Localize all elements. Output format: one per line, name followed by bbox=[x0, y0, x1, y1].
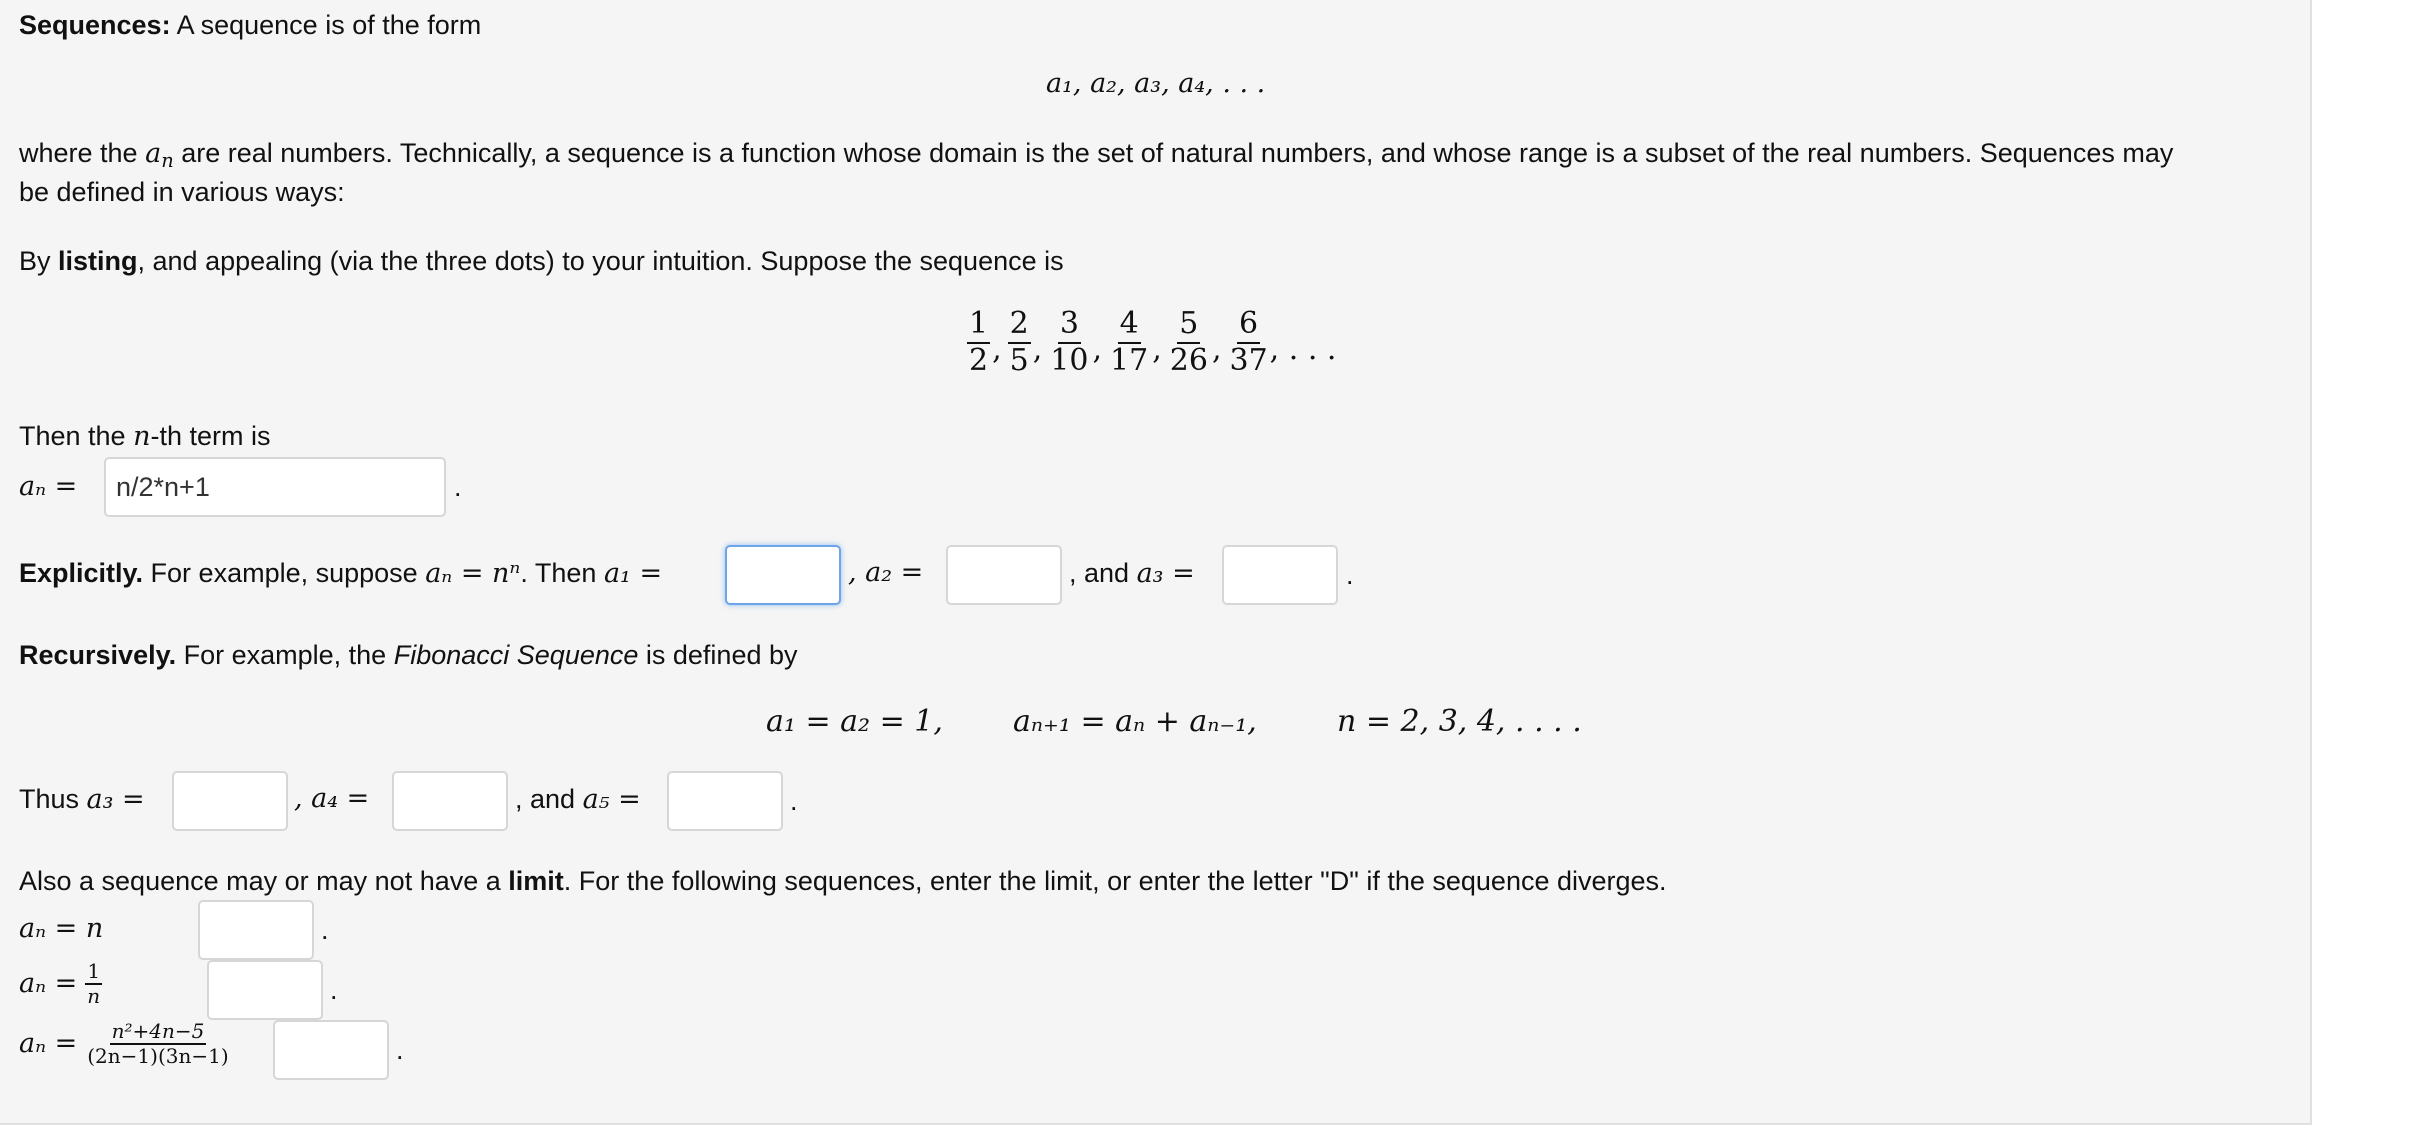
intro-text: A sequence is of the form bbox=[170, 10, 482, 40]
comma: , bbox=[1092, 332, 1103, 367]
limit-seq-3-fraction bbox=[85, 1020, 230, 1068]
where-line bbox=[19, 134, 2173, 173]
recursive-a3-input[interactable] bbox=[172, 771, 288, 831]
sequence-form: a₁, a₂, a₃, a₄, . . . bbox=[1046, 68, 1266, 99]
fraction-numerator: 6 bbox=[1237, 307, 1260, 344]
fraction-numerator: 1 bbox=[967, 307, 990, 344]
sequence-fraction bbox=[1168, 307, 1210, 378]
recursive-a4-input[interactable] bbox=[392, 771, 508, 831]
nth-text-2: -th term is bbox=[150, 421, 271, 451]
recursive-eq-3: n = 2, 3, 4, . . . . bbox=[1337, 704, 1582, 739]
limits-line bbox=[19, 862, 1667, 900]
period: . bbox=[330, 975, 338, 1005]
fibonacci-term: Fibonacci Sequence bbox=[393, 640, 639, 670]
where-text-2: are real numbers. Technically, a sequence is a function whose domain is the set of natural numbers, and whose range is a subset of the real numbers. Sequences may bbox=[173, 138, 2174, 168]
limits-text-2: . For the following sequences, enter the limit, or enter the letter "D" if the sequence diverges. bbox=[563, 866, 1667, 896]
limit-seq-2-fraction bbox=[85, 960, 102, 1008]
fraction-denominator: 37 bbox=[1229, 342, 1268, 378]
explicit-formula: aₙ = nⁿ bbox=[425, 558, 521, 589]
limit-seq-3 bbox=[19, 1020, 231, 1068]
sequence-fraction bbox=[1227, 307, 1269, 378]
limit-3-input[interactable] bbox=[273, 1020, 389, 1080]
listing-by: By bbox=[19, 246, 59, 276]
thus-line bbox=[19, 780, 145, 819]
comma: , bbox=[1211, 332, 1222, 367]
limit-seq-3-lhs: aₙ = bbox=[19, 1028, 78, 1059]
explicit-a1-input[interactable] bbox=[725, 545, 841, 605]
where-line-2: be defined in various ways: bbox=[19, 177, 345, 207]
recursive-a5-input[interactable] bbox=[667, 771, 783, 831]
period: . bbox=[321, 915, 329, 945]
period: . bbox=[396, 1035, 404, 1065]
explicit-line bbox=[19, 554, 662, 593]
fraction-denominator: 2 bbox=[969, 342, 989, 378]
explicit-a3-input[interactable] bbox=[1222, 545, 1338, 605]
period: . bbox=[454, 472, 462, 502]
period: . bbox=[1346, 560, 1354, 590]
recursive-and: , and bbox=[515, 784, 583, 814]
limit-seq-2-den: n bbox=[87, 984, 101, 1008]
explicit-a1-label: a₁ = bbox=[603, 558, 663, 589]
comma: , bbox=[1152, 332, 1162, 367]
fraction-denominator: 5 bbox=[1009, 342, 1029, 378]
period: . bbox=[790, 786, 798, 816]
fraction-numerator: 2 bbox=[1008, 307, 1031, 344]
limit-1-input[interactable] bbox=[198, 900, 314, 960]
explicit-then: . Then bbox=[520, 558, 604, 588]
explicit-a3-wrap bbox=[1069, 554, 1195, 593]
explicit-a2-input[interactable] bbox=[946, 545, 1062, 605]
nth-term-input[interactable] bbox=[104, 457, 446, 517]
recursive-eq-2: aₙ₊₁ = aₙ + aₙ₋₁, bbox=[1013, 704, 1257, 739]
nth-var: n bbox=[133, 421, 151, 452]
listing-bold: listing bbox=[58, 246, 138, 276]
recursive-bold: Recursively. bbox=[19, 640, 177, 670]
limit-seq-1: aₙ = n bbox=[19, 913, 104, 944]
sequence-fraction bbox=[1048, 307, 1090, 378]
fraction-denominator: 26 bbox=[1169, 342, 1208, 378]
nth-text-1: Then the bbox=[19, 421, 134, 451]
recursive-line bbox=[19, 636, 798, 674]
fraction-denominator: 10 bbox=[1050, 342, 1089, 378]
intro-heading: Sequences: bbox=[19, 10, 171, 40]
listing-line bbox=[19, 242, 1064, 280]
explicit-text: For example, suppose bbox=[143, 558, 426, 588]
explicit-a3-label: a₃ = bbox=[1136, 558, 1195, 589]
sequence-fraction bbox=[1008, 307, 1031, 378]
recursive-a4-label: , a₄ = bbox=[294, 783, 370, 814]
limits-text-1: Also a sequence may or may not have a bbox=[19, 866, 509, 896]
comma: , bbox=[1032, 332, 1043, 367]
fraction-numerator: 3 bbox=[1058, 307, 1081, 344]
fraction-sequence bbox=[967, 307, 1336, 378]
fraction-numerator: 5 bbox=[1177, 307, 1200, 344]
where-text-1: where the bbox=[19, 138, 146, 168]
thus-text: Thus bbox=[19, 784, 87, 814]
where-sub: n bbox=[161, 148, 174, 172]
explicit-a2-label: , a₂ = bbox=[848, 557, 924, 588]
recursive-a5-label: a₅ = bbox=[582, 784, 641, 815]
explicit-and: , and bbox=[1069, 558, 1137, 588]
limit-2-input[interactable] bbox=[207, 960, 323, 1020]
comma: , bbox=[992, 332, 1002, 367]
explicit-bold: Explicitly. bbox=[19, 558, 144, 588]
recursive-eq-1: a₁ = a₂ = 1, bbox=[766, 704, 943, 739]
recursive-a3-label: a₃ = bbox=[86, 784, 145, 815]
limit-seq-2-num: 1 bbox=[87, 959, 101, 983]
recursive-text-2: is defined by bbox=[638, 640, 798, 670]
recursive-text-1: For example, the bbox=[176, 640, 394, 670]
limit-seq-3-den: (2n−1)(3n−1) bbox=[87, 1044, 229, 1068]
limit-seq-3-num: n²+4n−5 bbox=[111, 1019, 205, 1043]
sequence-ellipsis: , . . . bbox=[1269, 332, 1337, 367]
fraction-denominator: 17 bbox=[1110, 342, 1149, 378]
fraction-numerator: 4 bbox=[1118, 307, 1141, 344]
listing-text: , and appealing (via the three dots) to your intuition. Suppose the sequence is bbox=[137, 246, 1064, 276]
recursive-a5-wrap bbox=[515, 780, 641, 819]
limit-seq-2 bbox=[19, 960, 102, 1008]
where-var: a bbox=[145, 138, 162, 169]
sequence-fraction bbox=[967, 307, 990, 378]
intro-line bbox=[19, 6, 481, 44]
limit-seq-2-lhs: aₙ = bbox=[19, 968, 78, 999]
nth-answer-label: aₙ = bbox=[19, 471, 78, 502]
sequence-fraction bbox=[1108, 307, 1150, 378]
nth-term-line bbox=[19, 417, 270, 456]
limits-bold: limit bbox=[508, 866, 564, 896]
